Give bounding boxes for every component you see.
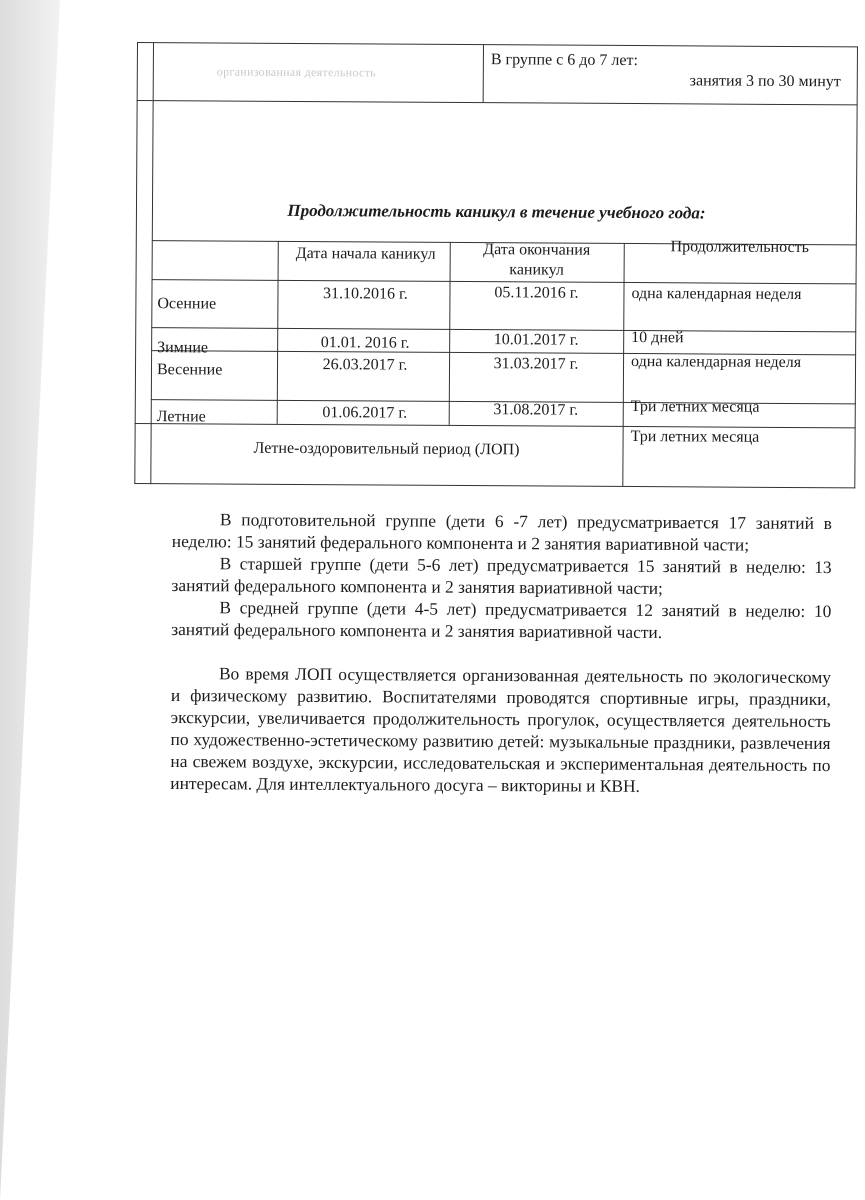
faded-text: организованная деятельность xyxy=(216,64,377,80)
row-start: 26.03.2017 г. xyxy=(322,356,408,374)
row-end: 31.08.2017 г. xyxy=(493,401,579,419)
header-duration: Продолжительность xyxy=(670,238,809,257)
paragraph-lop: Во время ЛОП осуществляется организованная деятельность по экологическому и физическому развитию. Воспитателями проводятся спортивные игры, праздники, экскурсии, увеличивается продолжительность прогулок, осуществляется деятельность по художественно-эстетическому развитию детей: музыкальные праздники, развлечения на свежем воздухе, экскурсии, исследовательская и экспериментальная деятельность по интересам. Для интеллектуального досуга – викторины и КВН. xyxy=(170,663,832,796)
holidays-heading: Продолжительность каникул в течение учебного года: xyxy=(287,200,706,223)
programme-text xyxy=(170,508,832,798)
row-divider xyxy=(137,100,858,105)
row-duration: одна календарная неделя xyxy=(631,353,802,372)
schedule-table xyxy=(134,42,858,488)
group-label: В группе с 6 до 7 лет: xyxy=(490,51,638,70)
row-end: 10.01.2017 г. xyxy=(493,331,579,349)
header-start: Дата начала каникул xyxy=(295,244,436,263)
table-border-bottom xyxy=(134,483,855,488)
row-duration: 10 дней xyxy=(631,329,684,347)
row-season: Осенние xyxy=(157,295,217,313)
scan-shadow xyxy=(0,0,150,1200)
group-value: занятия 3 по 30 минут xyxy=(689,72,841,91)
row-season: Зимние xyxy=(157,339,209,357)
col-line xyxy=(449,242,451,425)
table-number-column-line xyxy=(150,42,154,484)
row-start: 01.01. 2016 г. xyxy=(320,334,410,352)
paragraph-senior: В старшей группе (дети 5-6 лет) предусматривается 15 занятий в неделю: 13 занятий федерального компонента и 2 занятия вариативной части; xyxy=(171,553,832,598)
row-duration: одна календарная неделя xyxy=(631,285,802,304)
table-border-left xyxy=(134,42,138,484)
row-end: 31.03.2017 г. xyxy=(493,355,579,373)
row-start: 01.06.2017 г. xyxy=(322,404,408,422)
row-duration: Три летних месяца xyxy=(630,398,760,416)
row-end: 05.11.2016 г. xyxy=(494,284,579,302)
row-start: 31.10.2016 г. xyxy=(323,285,408,303)
paragraph-middle: В средней группе (дети 4-5 лет) предусматривается 12 занятий в неделю: 10 занятий федерального компонента и 2 занятия вариативной части. xyxy=(171,597,832,642)
table-border-right xyxy=(854,46,858,488)
row-season: Весенние xyxy=(156,361,223,379)
header-end: Дата окончания каникул xyxy=(483,241,591,279)
row-season: Летние xyxy=(156,408,206,426)
col-line xyxy=(622,243,624,486)
table-border-top xyxy=(137,42,858,47)
lop-label: Летне-оздоровительный период (ЛОП) xyxy=(253,439,520,459)
col-line xyxy=(277,241,279,424)
lop-duration: Три летних месяца xyxy=(630,428,760,446)
paragraph-preparatory: В подготовительной группе (дети 6 -7 лет) предусматривается 17 занятий в неделю: 15 занятий федерального компонента и 2 занятия вариативной части; xyxy=(171,509,832,555)
